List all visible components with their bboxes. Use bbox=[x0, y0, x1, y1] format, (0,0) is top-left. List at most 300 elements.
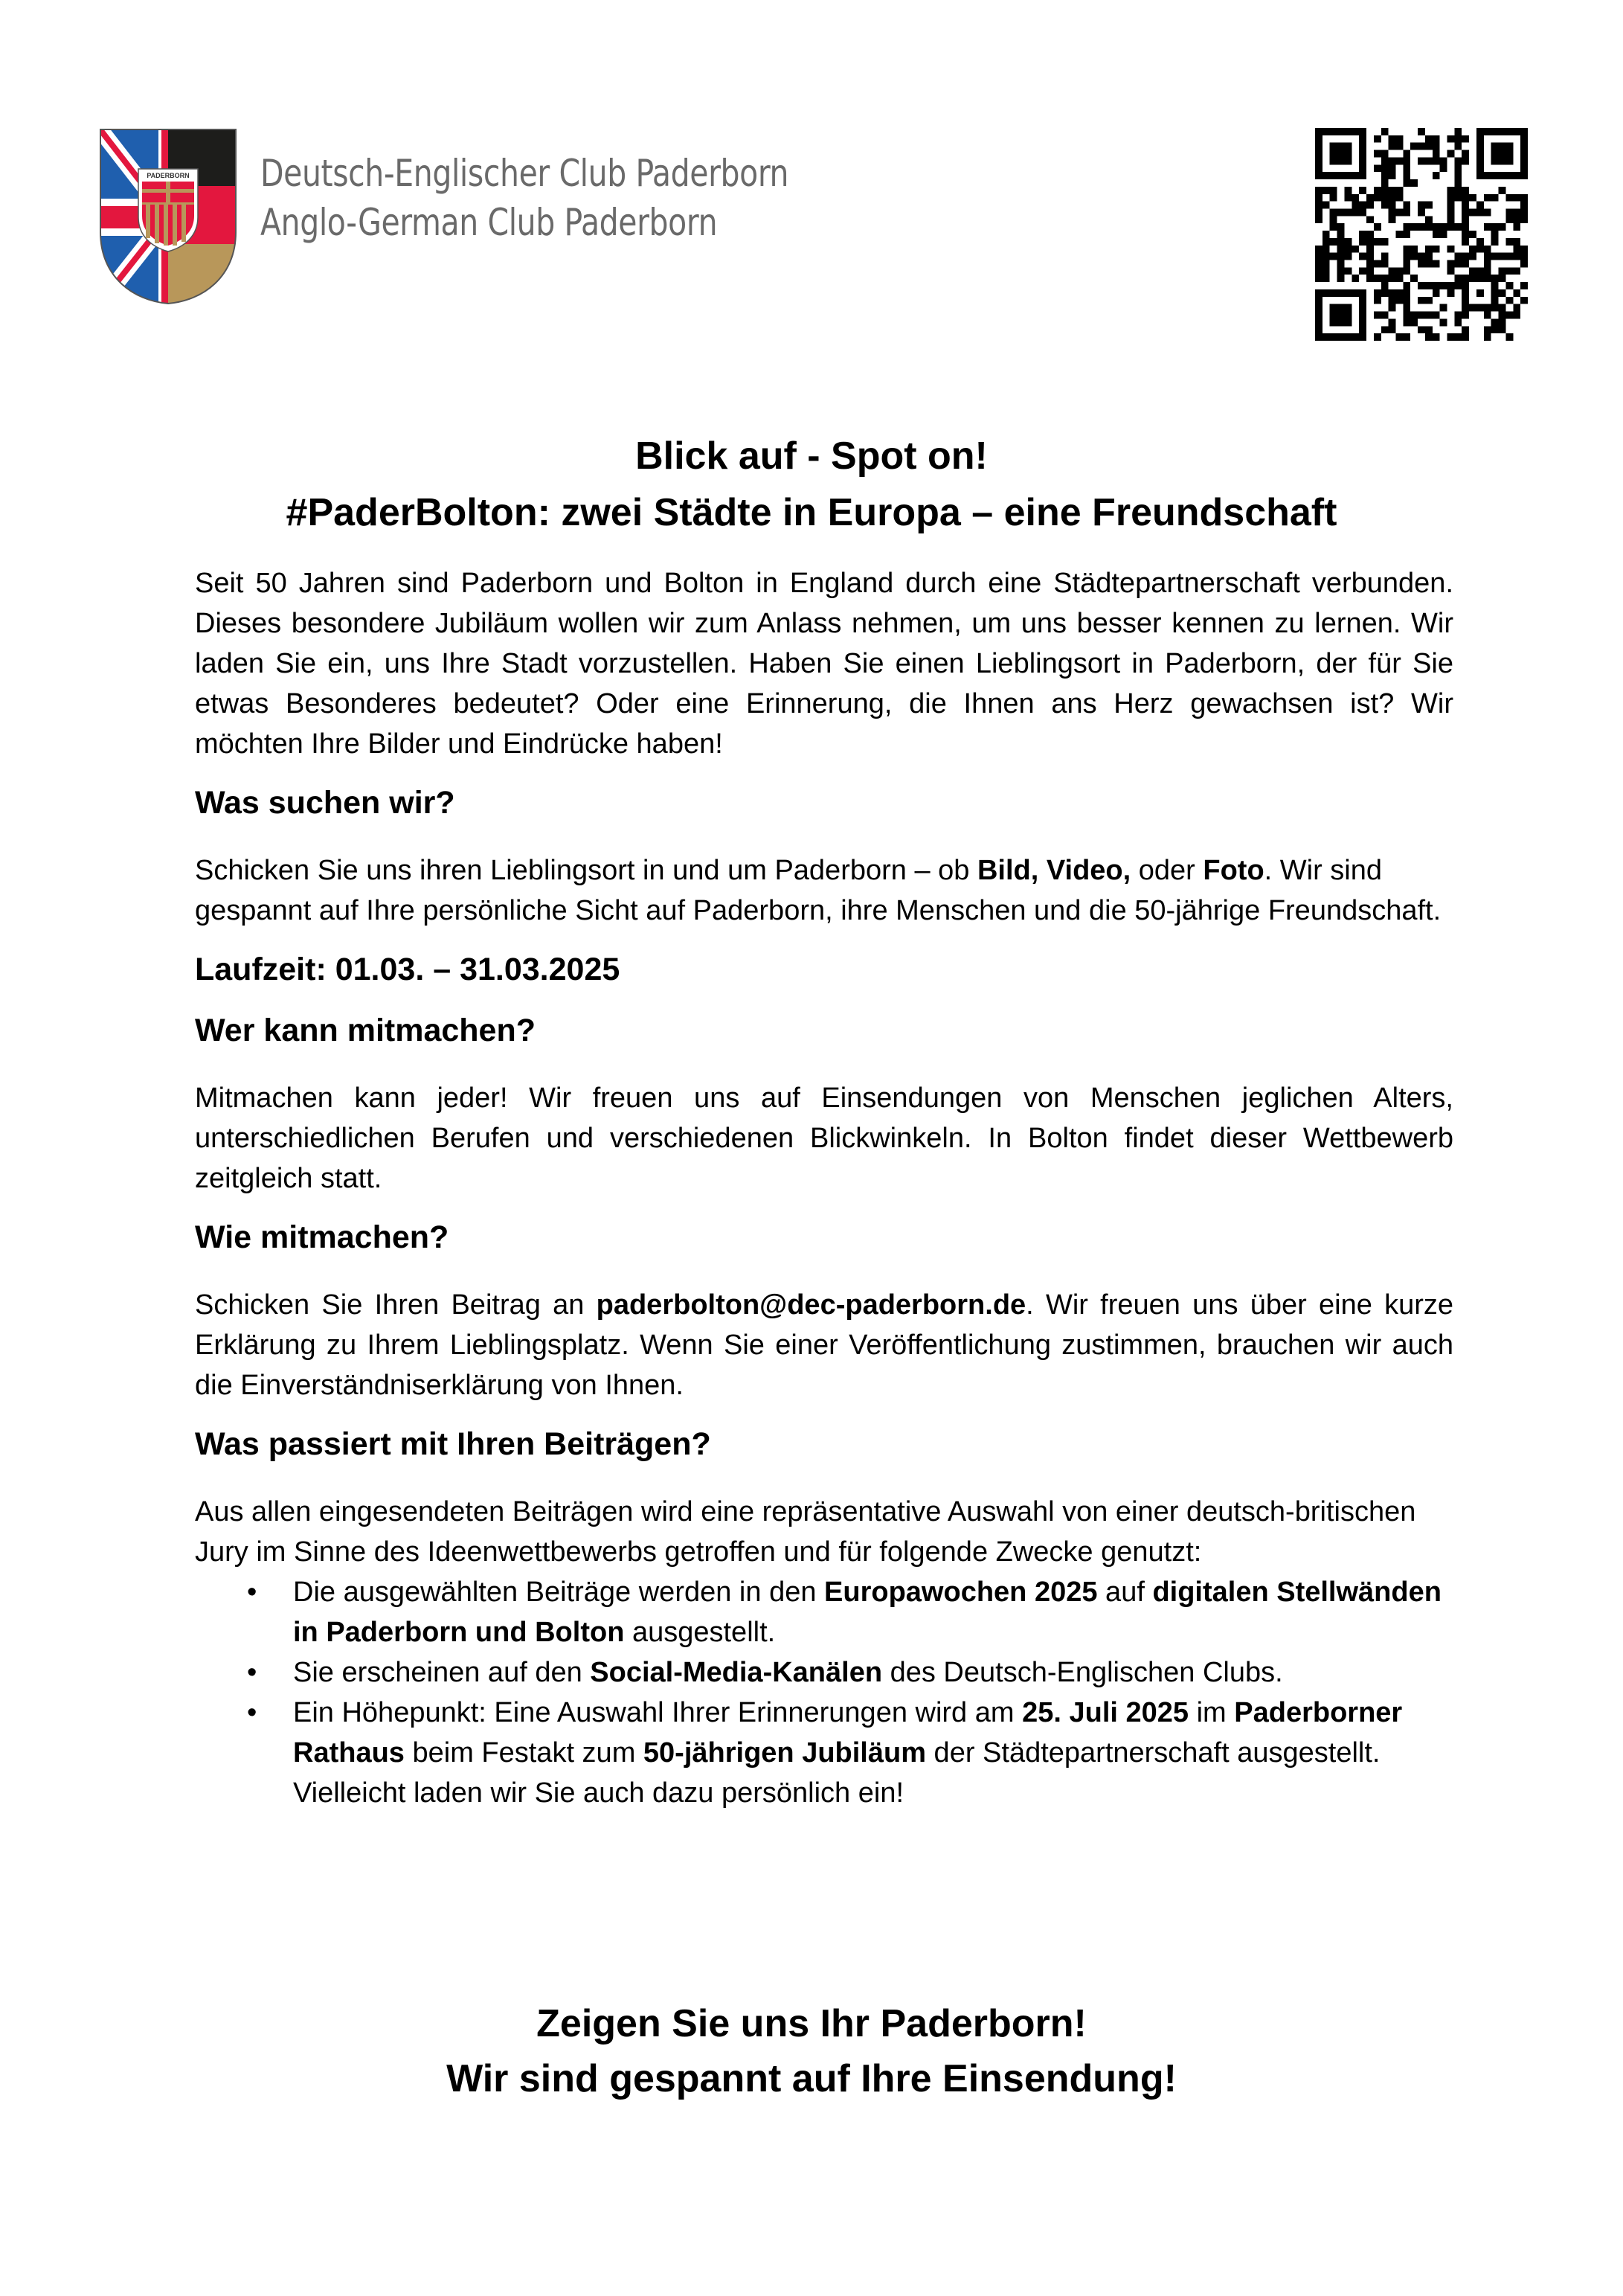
qr-module bbox=[1484, 312, 1491, 319]
qr-module bbox=[1395, 157, 1403, 164]
qr-module bbox=[1499, 326, 1506, 333]
qr-module bbox=[1366, 238, 1374, 246]
qr-module bbox=[1374, 333, 1381, 341]
qr-module bbox=[1344, 194, 1352, 202]
qr-module bbox=[1425, 326, 1433, 333]
qr-module bbox=[1454, 164, 1462, 172]
qr-module bbox=[1403, 179, 1410, 187]
qr-module bbox=[1491, 223, 1499, 231]
qr-module bbox=[1403, 253, 1410, 260]
qr-module bbox=[1381, 312, 1389, 319]
qr-module bbox=[1454, 187, 1462, 194]
qr-module bbox=[1366, 231, 1374, 238]
text: beim Festakt zum bbox=[404, 1737, 643, 1769]
club-name bbox=[260, 149, 788, 247]
closing-line-1: Zeigen Sie uns Ihr Paderborn! bbox=[536, 2002, 1087, 2045]
qr-module bbox=[1389, 143, 1396, 150]
intro-paragraph: Seit 50 Jahren sind Paderborn und Bolton in England durch eine Städtepartnerschaft verbunden. Dieses besondere Jubiläum wollen wir zum Anlass nehmen, um uns besser kennen zu lernen. Wir laden Sie ein, uns Ihre Stadt vorzustellen. Haben Sie einen Lieblingsort in Paderborn, der für Sie etwas Besonderes bedeutet? Oder eine Erinnerung, die Ihnen ans Herz gewachsen ist? Wir möchten Ihre Bilder und Eindrücke haben! bbox=[195, 568, 1453, 760]
qr-module bbox=[1322, 260, 1330, 268]
qr-module bbox=[1469, 208, 1476, 216]
wer-paragraph: Mitmachen kann jeder! Wir freuen uns auf Einsendungen von Menschen jeglichen Alters, unterschiedlichen Berufen und verschiedenen Blickwinkeln. In Bolton findet dieser Wettbewerb zeitgleich statt. bbox=[195, 1083, 1453, 1194]
qr-module bbox=[1491, 194, 1499, 202]
heading-was-suchen: Was suchen wir? bbox=[195, 785, 455, 821]
qr-module bbox=[1381, 275, 1389, 282]
qr-module bbox=[1344, 246, 1352, 253]
qr-module bbox=[1337, 231, 1345, 238]
qr-module bbox=[1381, 187, 1389, 194]
qr-module bbox=[1505, 297, 1513, 304]
qr-module bbox=[1513, 216, 1520, 223]
qr-module bbox=[1447, 187, 1455, 194]
qr-module bbox=[1440, 282, 1447, 289]
qr-module bbox=[1403, 157, 1410, 164]
qr-module bbox=[1454, 143, 1462, 150]
heading-was-passiert: Was passiert mit Ihren Beiträgen? bbox=[195, 1426, 711, 1462]
qr-module bbox=[1381, 150, 1389, 158]
qr-module bbox=[1454, 135, 1462, 143]
qr-module bbox=[1491, 143, 1514, 165]
was-suchen-paragraph bbox=[195, 850, 1453, 931]
qr-module bbox=[1505, 238, 1513, 246]
qr-module bbox=[1505, 312, 1513, 319]
qr-module bbox=[1344, 253, 1352, 260]
text: Die ausgewählten Beiträge werden in den bbox=[293, 1577, 825, 1608]
qr-module bbox=[1389, 297, 1396, 304]
qr-module bbox=[1381, 172, 1389, 179]
qr-module bbox=[1433, 135, 1440, 143]
qr-module bbox=[1440, 157, 1447, 164]
qr-module bbox=[1476, 246, 1484, 253]
qr-module bbox=[1389, 172, 1396, 179]
heading-wie: Wie mitmachen? bbox=[195, 1219, 449, 1255]
qr-module bbox=[1403, 267, 1410, 275]
qr-module bbox=[1484, 194, 1491, 202]
qr-module bbox=[1520, 253, 1528, 260]
qr-module bbox=[1418, 312, 1425, 319]
qr-module bbox=[1395, 187, 1403, 194]
qr-module bbox=[1395, 297, 1403, 304]
qr-module bbox=[1505, 216, 1513, 223]
qr-module bbox=[1425, 333, 1433, 341]
qr-module bbox=[1418, 143, 1425, 150]
bullet-icon: • bbox=[247, 1577, 257, 1608]
qr-module bbox=[1462, 223, 1469, 231]
qr-module bbox=[1359, 238, 1366, 246]
qr-module bbox=[1352, 208, 1359, 216]
text: Schicken Sie uns ihren Lieblingsort in und um Paderborn – ob bbox=[195, 855, 977, 886]
bold-text: Foto bbox=[1203, 855, 1264, 886]
qr-module bbox=[1520, 282, 1528, 289]
qr-module bbox=[1433, 289, 1440, 297]
qr-module bbox=[1366, 194, 1374, 202]
qr-module bbox=[1454, 128, 1462, 135]
text: Sie erscheinen auf den bbox=[293, 1657, 591, 1688]
qr-module bbox=[1389, 187, 1396, 194]
bold-text: 50-jährigen Jubiläum bbox=[643, 1737, 926, 1769]
qr-module bbox=[1389, 208, 1396, 216]
main-content bbox=[195, 563, 1453, 1813]
qr-module bbox=[1374, 289, 1381, 297]
qr-module bbox=[1337, 238, 1345, 246]
qr-module bbox=[1418, 260, 1425, 268]
qr-module bbox=[1484, 223, 1491, 231]
qr-module bbox=[1352, 246, 1359, 253]
bold-text: 25. Juli 2025 bbox=[1022, 1697, 1189, 1728]
qr-module bbox=[1462, 260, 1469, 268]
qr-module bbox=[1381, 260, 1389, 268]
qr-module bbox=[1425, 157, 1433, 164]
qr-module bbox=[1425, 312, 1433, 319]
qr-module bbox=[1433, 143, 1440, 150]
qr-module bbox=[1344, 238, 1352, 246]
text: Ein Höhepunkt: Eine Auswahl Ihrer Erinnerungen wird am bbox=[293, 1697, 1023, 1728]
qr-module bbox=[1389, 135, 1396, 143]
bold-text: digitalen Stellwänden in Paderborn und Bolton bbox=[293, 1577, 1442, 1648]
qr-module bbox=[1330, 223, 1337, 231]
qr-module bbox=[1425, 297, 1433, 304]
qr-module bbox=[1499, 187, 1506, 194]
qr-module bbox=[1395, 194, 1403, 202]
qr-module bbox=[1403, 289, 1410, 297]
qr-module bbox=[1403, 172, 1410, 179]
qr-module bbox=[1418, 208, 1425, 216]
qr-module bbox=[1337, 208, 1345, 216]
qr-module bbox=[1403, 231, 1410, 238]
qr-module bbox=[1491, 231, 1499, 238]
qr-module bbox=[1330, 187, 1337, 194]
list-item bbox=[195, 1572, 1453, 1652]
qr-module bbox=[1499, 312, 1506, 319]
club-name-de: Deutsch-Englischer Club Paderborn bbox=[260, 152, 789, 195]
qr-module bbox=[1381, 253, 1389, 260]
qr-module bbox=[1499, 289, 1506, 297]
qr-module bbox=[1484, 333, 1491, 341]
qr-module bbox=[1505, 267, 1513, 275]
qr-module bbox=[1513, 304, 1520, 312]
qr-module bbox=[1447, 267, 1455, 275]
qr-module bbox=[1381, 164, 1389, 172]
qr-module bbox=[1403, 282, 1410, 289]
qr-module bbox=[1381, 282, 1389, 289]
heading-laufzeit: Laufzeit: 01.03. – 31.03.2025 bbox=[195, 952, 620, 987]
qr-module bbox=[1425, 223, 1433, 231]
qr-module bbox=[1330, 194, 1337, 202]
qr-module bbox=[1462, 157, 1469, 164]
qr-module bbox=[1374, 150, 1381, 158]
qr-module bbox=[1366, 253, 1374, 260]
qr-module bbox=[1374, 194, 1381, 202]
qr-module bbox=[1322, 238, 1330, 246]
qr-module bbox=[1447, 223, 1455, 231]
qr-module bbox=[1462, 253, 1469, 260]
qr-module bbox=[1469, 253, 1476, 260]
qr-module bbox=[1440, 304, 1447, 312]
qr-module bbox=[1513, 223, 1520, 231]
qr-module bbox=[1469, 231, 1476, 238]
qr-module bbox=[1476, 267, 1484, 275]
qr-module bbox=[1447, 208, 1455, 216]
qr-module bbox=[1462, 194, 1469, 202]
qr-module bbox=[1315, 275, 1322, 282]
qr-module bbox=[1499, 318, 1506, 326]
qr-module bbox=[1344, 187, 1352, 194]
qr-module bbox=[1389, 216, 1396, 223]
qr-module bbox=[1315, 216, 1322, 223]
qr-module bbox=[1330, 238, 1337, 246]
qr-module bbox=[1454, 172, 1462, 179]
qr-module bbox=[1440, 223, 1447, 231]
qr-module bbox=[1395, 333, 1403, 341]
qr-module bbox=[1505, 333, 1513, 341]
qr-module bbox=[1389, 194, 1396, 202]
qr-module bbox=[1520, 246, 1528, 253]
qr-module bbox=[1469, 246, 1476, 253]
qr-module bbox=[1433, 150, 1440, 158]
qr-module bbox=[1499, 275, 1506, 282]
qr-module bbox=[1484, 267, 1491, 275]
qr-module bbox=[1484, 246, 1491, 253]
qr-module bbox=[1381, 202, 1389, 209]
text: ausgestellt. bbox=[624, 1617, 776, 1648]
qr-module bbox=[1469, 267, 1476, 275]
qr-module bbox=[1462, 208, 1469, 216]
qr-module bbox=[1381, 289, 1389, 297]
qr-module bbox=[1520, 216, 1528, 223]
qr-module bbox=[1513, 267, 1520, 275]
qr-module bbox=[1454, 157, 1462, 164]
qr-module bbox=[1344, 267, 1352, 275]
text: . Wir sind gespannt auf Ihre persönliche Sicht auf Paderborn, ihre Menschen und die 50-jährige Freundschaft. bbox=[195, 855, 1442, 926]
qr-module bbox=[1499, 267, 1506, 275]
qr-module bbox=[1433, 172, 1440, 179]
qr-module bbox=[1389, 275, 1396, 282]
qr-module bbox=[1352, 202, 1359, 209]
qr-module bbox=[1425, 216, 1433, 223]
qr-module bbox=[1381, 128, 1389, 135]
qr-module bbox=[1447, 216, 1455, 223]
qr-module bbox=[1322, 275, 1330, 282]
qr-module bbox=[1447, 333, 1455, 341]
qr-module bbox=[1403, 208, 1410, 216]
qr-module bbox=[1337, 223, 1345, 231]
qr-module bbox=[1389, 164, 1396, 172]
qr-module bbox=[1374, 275, 1381, 282]
qr-module bbox=[1499, 223, 1506, 231]
qr-module bbox=[1315, 253, 1322, 260]
qr-module bbox=[1462, 135, 1469, 143]
qr-module bbox=[1491, 238, 1499, 246]
qr-module bbox=[1337, 267, 1345, 275]
qr-module bbox=[1447, 202, 1455, 209]
qr-module bbox=[1476, 202, 1484, 209]
club-name-en: Anglo-German Club Paderborn bbox=[260, 201, 718, 244]
qr-module bbox=[1410, 318, 1418, 326]
qr-module bbox=[1337, 260, 1345, 268]
qr-module bbox=[1462, 150, 1469, 158]
qr-module bbox=[1433, 246, 1440, 253]
qr-module bbox=[1418, 157, 1425, 164]
qr-module bbox=[1322, 231, 1330, 238]
qr-module bbox=[1425, 135, 1433, 143]
qr-code-icon[interactable] bbox=[1315, 128, 1528, 341]
qr-module bbox=[1359, 208, 1366, 216]
qr-module bbox=[1418, 202, 1425, 209]
qr-module bbox=[1513, 246, 1520, 253]
qr-module bbox=[1403, 312, 1410, 319]
qr-module bbox=[1366, 260, 1374, 268]
qr-module bbox=[1395, 208, 1403, 216]
qr-module bbox=[1476, 208, 1484, 216]
qr-module bbox=[1440, 231, 1447, 238]
was-passiert-paragraph: Aus allen eingesendeten Beiträgen wird eine repräsentative Auswahl von einer deutsch-britischen Jury im Sinne des Ideenwettbewerbs getroffen und für folgende Zwecke genutzt: bbox=[195, 1496, 1416, 1568]
qr-module bbox=[1418, 223, 1425, 231]
qr-module bbox=[1395, 275, 1403, 282]
qr-module bbox=[1433, 312, 1440, 319]
qr-module bbox=[1315, 208, 1322, 216]
qr-module bbox=[1359, 202, 1366, 209]
qr-module bbox=[1447, 260, 1455, 268]
bold-text: Bild, Video, bbox=[977, 855, 1131, 886]
qr-module bbox=[1513, 208, 1520, 216]
qr-module bbox=[1381, 179, 1389, 187]
closing-line-2: Wir sind gespannt auf Ihre Einsendung! bbox=[446, 2057, 1177, 2100]
bold-text: Europawochen 2025 bbox=[824, 1577, 1098, 1608]
qr-module bbox=[1410, 275, 1418, 282]
qr-module bbox=[1403, 260, 1410, 268]
qr-module bbox=[1337, 253, 1345, 260]
qr-module bbox=[1513, 253, 1520, 260]
qr-module bbox=[1425, 143, 1433, 150]
qr-module bbox=[1381, 194, 1389, 202]
qr-module bbox=[1315, 187, 1322, 194]
qr-module bbox=[1403, 202, 1410, 209]
text: Schicken Sie Ihren Beitrag an bbox=[195, 1289, 597, 1321]
qr-module bbox=[1462, 187, 1469, 194]
qr-module bbox=[1433, 157, 1440, 164]
qr-module bbox=[1462, 333, 1469, 341]
qr-module bbox=[1403, 297, 1410, 304]
qr-module bbox=[1374, 135, 1381, 143]
list-item bbox=[195, 1652, 1453, 1693]
qr-module bbox=[1462, 238, 1469, 246]
qr-module bbox=[1520, 297, 1528, 304]
qr-module bbox=[1418, 282, 1425, 289]
qr-module bbox=[1476, 238, 1484, 246]
qr-module bbox=[1322, 246, 1330, 253]
qr-module bbox=[1322, 202, 1330, 209]
qr-module bbox=[1462, 216, 1469, 223]
qr-module bbox=[1389, 326, 1396, 333]
qr-module bbox=[1513, 238, 1520, 246]
qr-module bbox=[1389, 289, 1396, 297]
qr-module bbox=[1425, 282, 1433, 289]
bullet-list bbox=[195, 1572, 1453, 1813]
qr-module bbox=[1330, 253, 1337, 260]
qr-module bbox=[1433, 223, 1440, 231]
qr-module bbox=[1462, 312, 1469, 319]
qr-module bbox=[1513, 194, 1520, 202]
qr-module bbox=[1403, 246, 1410, 253]
qr-module bbox=[1462, 231, 1469, 238]
email-link[interactable]: paderbolton@dec-paderborn.de bbox=[596, 1289, 1026, 1321]
qr-module bbox=[1491, 318, 1499, 326]
qr-module bbox=[1403, 304, 1410, 312]
page-title bbox=[0, 428, 1623, 541]
qr-module bbox=[1374, 260, 1381, 268]
qr-module bbox=[1374, 187, 1381, 194]
qr-module bbox=[1454, 312, 1462, 319]
qr-module bbox=[1484, 326, 1491, 333]
qr-module bbox=[1433, 282, 1440, 289]
qr-module bbox=[1440, 318, 1447, 326]
qr-module bbox=[1366, 202, 1374, 209]
qr-module bbox=[1520, 260, 1528, 268]
qr-module bbox=[1505, 282, 1513, 289]
qr-module bbox=[1520, 194, 1528, 202]
qr-module bbox=[1418, 297, 1425, 304]
qr-module bbox=[1330, 143, 1352, 165]
qr-module bbox=[1454, 194, 1462, 202]
qr-module bbox=[1374, 164, 1381, 172]
qr-module bbox=[1418, 253, 1425, 260]
qr-module bbox=[1454, 318, 1462, 326]
qr-module bbox=[1491, 326, 1499, 333]
text: des Deutsch-Englischen Clubs. bbox=[882, 1657, 1283, 1688]
qr-module bbox=[1315, 202, 1322, 209]
text: auf bbox=[1097, 1577, 1153, 1608]
qr-module bbox=[1425, 253, 1433, 260]
qr-module bbox=[1389, 304, 1396, 312]
heading-wer: Wer kann mitmachen? bbox=[195, 1013, 536, 1048]
qr-module bbox=[1520, 208, 1528, 216]
qr-module bbox=[1359, 231, 1366, 238]
qr-module bbox=[1330, 304, 1352, 327]
qr-module bbox=[1433, 333, 1440, 341]
qr-module bbox=[1410, 246, 1418, 253]
qr-module bbox=[1359, 187, 1366, 194]
qr-module bbox=[1403, 223, 1410, 231]
qr-module bbox=[1433, 260, 1440, 268]
qr-module bbox=[1469, 194, 1476, 202]
qr-module bbox=[1381, 157, 1389, 164]
bullet-icon: • bbox=[247, 1697, 257, 1728]
qr-module bbox=[1395, 289, 1403, 297]
qr-module bbox=[1410, 179, 1418, 187]
qr-module bbox=[1454, 223, 1462, 231]
qr-module bbox=[1395, 135, 1403, 143]
qr-module bbox=[1359, 253, 1366, 260]
qr-module bbox=[1410, 223, 1418, 231]
bold-text: Social-Media-Kanälen bbox=[590, 1657, 883, 1688]
qr-module bbox=[1454, 260, 1462, 268]
qr-module bbox=[1366, 275, 1374, 282]
qr-module bbox=[1447, 194, 1455, 202]
qr-module bbox=[1352, 194, 1359, 202]
qr-module bbox=[1395, 231, 1403, 238]
qr-module bbox=[1520, 202, 1528, 209]
qr-module bbox=[1330, 208, 1337, 216]
qr-module bbox=[1374, 297, 1381, 304]
qr-module bbox=[1447, 135, 1455, 143]
title-line-1: Blick auf - Spot on! bbox=[635, 434, 988, 478]
qr-module bbox=[1403, 150, 1410, 158]
qr-module bbox=[1425, 246, 1433, 253]
qr-module bbox=[1418, 128, 1425, 135]
qr-module bbox=[1505, 208, 1513, 216]
qr-module bbox=[1484, 260, 1491, 268]
qr-module bbox=[1337, 246, 1345, 253]
qr-module bbox=[1447, 150, 1455, 158]
